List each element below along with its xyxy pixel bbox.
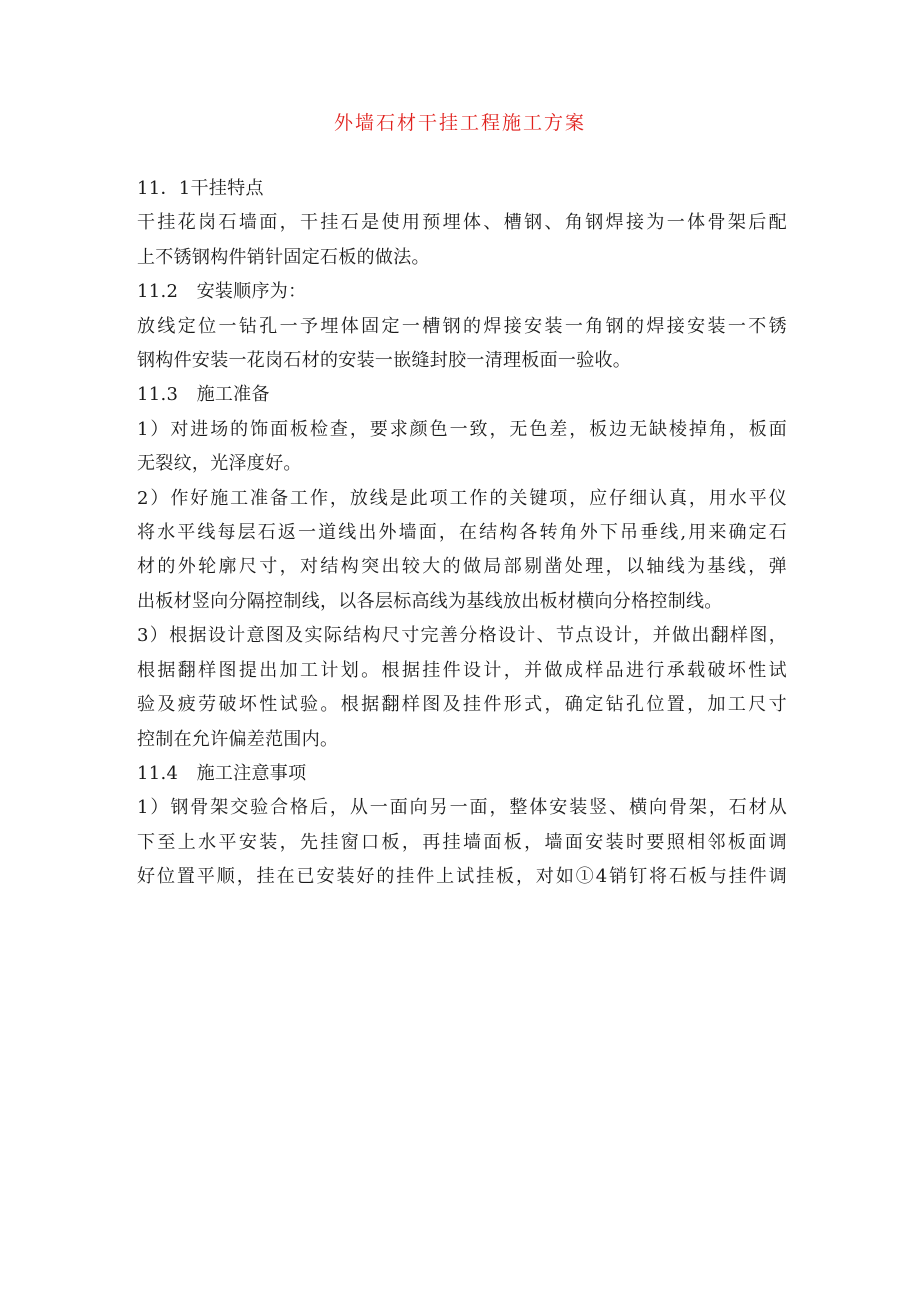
paragraph-line: 下至上水平安装，先挂窗口板，再挂墙面板，墙面安装时要照相邻板面调 bbox=[137, 831, 787, 853]
paragraph-line: 验及疲劳破坏性试验。根据翻样图及挂件形式，确定钻孔位置，加工尺寸 bbox=[137, 694, 787, 716]
section-heading-11-4: 11.4 施工注意事项 bbox=[137, 762, 307, 784]
paragraph-line: 钢构件安装一花岗石材的安装一嵌缝封胶一清理板面一验收。 bbox=[137, 350, 632, 372]
paragraph-line: 上不锈钢构件销针固定石板的做法。 bbox=[137, 246, 430, 268]
paragraph-line: 控制在允许偏差范围内。 bbox=[137, 728, 339, 750]
paragraph-line: 1）对进场的饰面板检查，要求颜色一致，无色差，板边无缺棱掉角，板面 bbox=[137, 418, 787, 440]
document-title: 外墙石材干挂工程施工方案 bbox=[333, 112, 586, 134]
section-heading-11-1: 11．1干挂特点 bbox=[137, 178, 264, 199]
paragraph-line: 干挂花岗石墙面，干挂石是使用预埋体、槽钢、角钢焊接为一体骨架后配 bbox=[137, 212, 787, 234]
document-body bbox=[137, 172, 787, 895]
paragraph-line: 根据翻样图提出加工计划。根据挂件设计，并做成样品进行承载破坏性试 bbox=[137, 659, 787, 681]
paragraph-line: 3）根据设计意图及实际结构尺寸完善分格设计、节点设计，并做出翻样图， bbox=[137, 625, 787, 647]
section-heading-11-3: 11.3 施工准备 bbox=[137, 384, 270, 406]
paragraph-line: 无裂纹，光泽度好。 bbox=[137, 453, 302, 475]
paragraph-line: 将水平线每层石返一道线出外墙面，在结构各转角外下吊垂线,用来确定石 bbox=[137, 522, 787, 544]
paragraph-line: 出板材竖向分隔控制线，以各层标高线为基线放出板材横向分格控制线。 bbox=[137, 590, 723, 612]
section-heading-11-2: 11.2 安装顺序为： bbox=[137, 281, 307, 303]
paragraph-line: 材的外轮廓尺寸，对结构突出较大的做局部剔凿处理，以轴线为基线，弹 bbox=[137, 556, 787, 578]
paragraph-line: 2）作好施工准备工作，放线是此项工作的关键项，应仔细认真，用水平仪 bbox=[137, 487, 787, 509]
paragraph-line: 1）钢骨架交验合格后，从一面向另一面，整体安装竖、横向骨架，石材从 bbox=[137, 797, 787, 819]
paragraph-line: 好位置平顺，挂在已安装好的挂件上试挂板，对如①4销钉将石板与挂件调 bbox=[137, 866, 787, 888]
paragraph-line: 放线定位一钻孔一予埋体固定一槽钢的焊接安装一角钢的焊接安装一不锈 bbox=[137, 315, 787, 337]
